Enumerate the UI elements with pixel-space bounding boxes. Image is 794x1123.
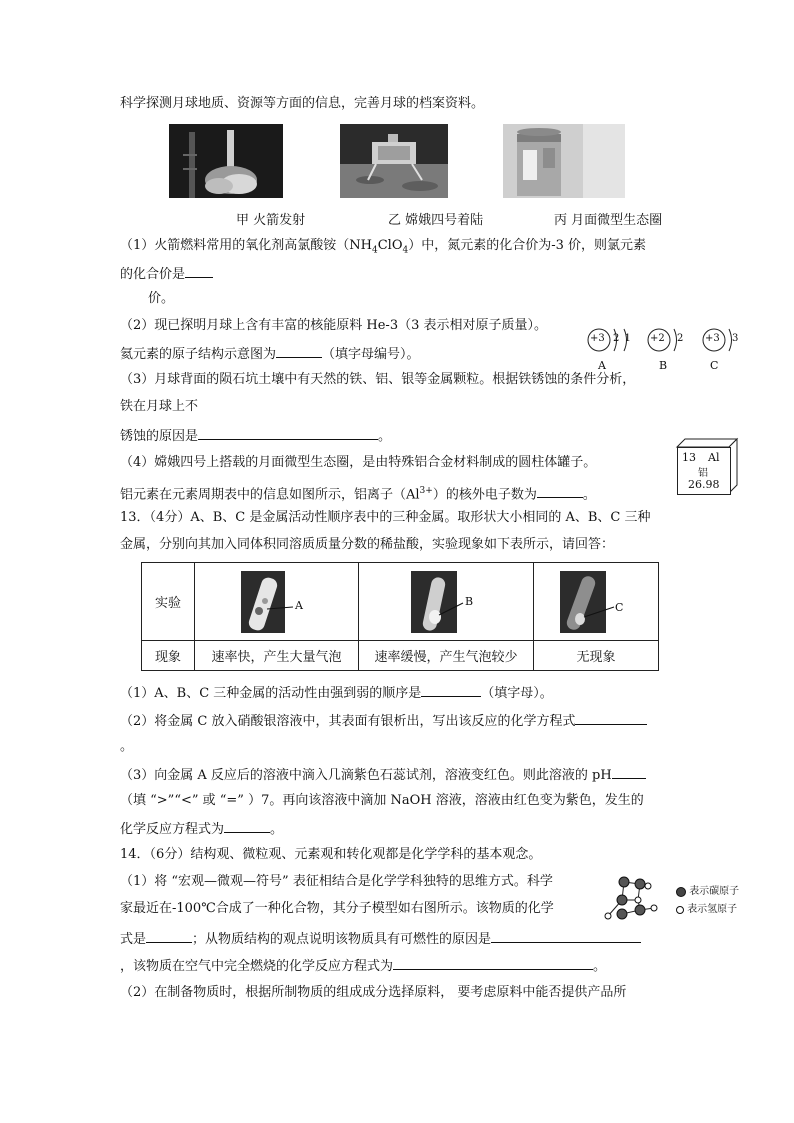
lander-photo [340,124,448,198]
answer-blank[interactable] [276,344,322,358]
q14-part2: （2）在制备物质时，根据所制物质的组成成分选择原料， 要考虑原料中能否提供产品所 [120,985,627,1000]
q14-part1-end: ，该物质在空气中完全燃烧的化学反应方程式为 。 [120,956,606,976]
phenomenon-c: 无现象 [534,641,659,671]
phenomenon-b: 速率缓慢，产生气泡较少 [359,641,534,671]
tube-label-a: A [295,598,303,612]
answer-blank[interactable] [537,484,583,498]
q12-part4-cont: 铝元素在元素周期表中的信息如图所示，铝离子$(Al^{3+})$的核外电子数为 。 [120,486,596,503]
atom-c-nucleus: +3 [705,333,720,344]
ecosphere-photo [503,124,625,198]
answer-blank[interactable] [198,426,378,440]
q12-part1-cont: 的化合价是 [120,264,213,284]
q14-part1: （1）将 “宏观—微观—符号” 表征相结合是化学学科独特的思维方式。科学 [120,874,553,889]
atom-c-shells: 3 [732,333,739,344]
answer-blank[interactable] [224,819,270,833]
q14-intro: 14．（6分）结构观、微粒观、元素观和转化观都是化学学科的基本观念。 [120,847,542,862]
q12-part3-cont: 铁在月球上不 [120,399,199,414]
answer-blank[interactable] [491,929,641,943]
table-header-experiment: 实验 [142,563,195,641]
atom-structure-diagrams [586,326,746,374]
carbon-atom-icon [676,887,686,897]
q13-intro-cont: 金属，分别向其加入同体积同溶质质量分数的稀盐酸，实验现象如下表所示，请回答： [120,537,615,552]
answer-blank[interactable] [575,711,647,725]
tube-cell-a [195,563,359,641]
element-mass: 26.98 [688,478,720,491]
element-name: 铝 [698,468,708,479]
q12-part1: （1）火箭燃料常用的氧化剂高氯酸铵$(NH_4ClO_4)$中，氮元素的化合价为-3 价，则氯元素 [120,238,647,256]
intro-text: 科学探测月球地质、资源等方面的信息，完善月球的档案资料。 [120,96,485,111]
aluminum-element-card [677,439,737,493]
phenomenon-a: 速率快，产生大量气泡 [195,641,359,671]
atom-b-nucleus: +2 [650,333,665,344]
atom-a-nucleus: +3 [590,333,605,344]
tube-label-c: C [615,600,624,614]
answer-blank[interactable] [185,264,213,278]
atom-c-label: C [710,359,719,372]
molecule-model [600,870,780,926]
caption-jia: 甲 火箭发射 [236,213,306,228]
legend-carbon: 表示碳原子 [676,882,739,897]
q12-part3-end: 锈蚀的原因是 。 [120,426,391,446]
q14-part1-cont: 家最近在-100℃合成了一种化合物，其分子模型如右图所示。该物质的化学 [120,901,554,916]
tube-label-b: B [465,594,474,608]
q12-part2: （2）现已探明月球上含有丰富的核能原料 He-3（3 表示相对原子质量）。 [120,318,548,333]
q14-part1-cont2: 式是 ；从物质结构的观点说明该物质具有可燃性的原因是 [120,929,641,949]
answer-blank[interactable] [393,956,593,970]
atom-b-shells: 2 [677,333,684,344]
rocket-launch-photo [169,124,283,198]
q13-intro: 13．（4分）A、B、C 是金属活动性顺序表中的三种金属。取形状大小相同的 A、B、C 三种 [120,510,651,525]
q13-part2: （2）将金属 C 放入硝酸银溶液中，其表面有银析出，写出该反应的化学方程式 [120,711,647,731]
q13-part2-end: 。 [120,739,134,754]
tube-cell-b [359,563,534,641]
caption-yi: 乙 嫦娥四号着陆 [388,213,484,228]
legend-hydrogen: 表示氢原子 [676,900,737,915]
q12-part1-end: 价。 [148,291,175,306]
q13-part3: （3）向金属 A 反应后的溶液中滴入几滴紫色石蕊试剂，溶液变红色。则此溶液的 pH [120,765,646,785]
element-number: 13 [682,451,696,464]
tube-cell-c [534,563,659,641]
q12-part2-cont: 氦元素的原子结构示意图为 （填字母编号）。 [120,344,420,364]
atom-b-label: B [659,359,668,372]
q13-part3-end: 化学反应方程式为 。 [120,819,283,839]
answer-blank[interactable] [146,929,192,943]
q12-part3: （3）月球背面的陨石坑土壤中有天然的铁、铝、银等金属颗粒。根据铁锈蚀的条件分析， [120,372,636,387]
experiment-table [141,562,659,671]
table-header-phenomenon: 现象 [142,641,195,671]
atom-a-label: A [598,359,606,372]
answer-blank[interactable] [421,683,481,697]
atom-a-shells: 2 1 [613,333,632,344]
hydrogen-atom-icon [676,906,684,914]
element-symbol: Al [708,451,720,464]
q13-part1: （1）A、B、C 三种金属的活动性由强到弱的顺序是 （填字母）。 [120,683,553,703]
q12-part4: （4）嫦娥四号上搭载的月面微型生态圈，是由特殊铝合金材料制成的圆柱体罐子。 [120,455,597,470]
caption-bing: 丙 月面微型生态圈 [554,213,663,228]
answer-blank[interactable] [612,765,646,779]
q13-part3-cont: （填 “>”“<” 或 “=” ）7。再向该溶液中滴加 NaOH 溶液，溶液由红色变为紫色，发生的 [120,793,644,808]
